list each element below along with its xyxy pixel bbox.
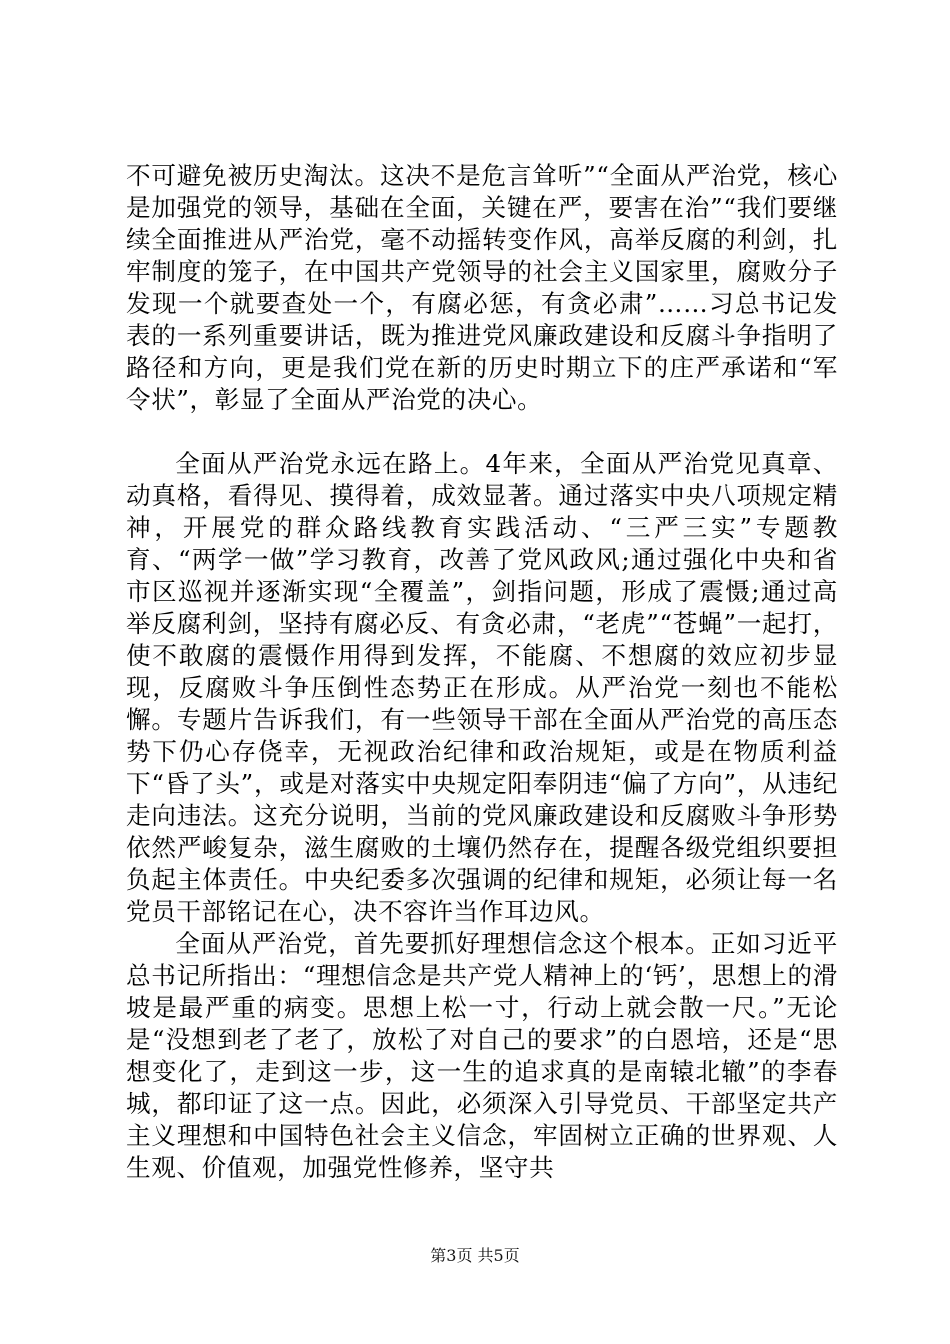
paragraph-ideals-beliefs: 全面从严治党，首先要抓好理想信念这个根本。正如习近平总书记所指出：“理想信念是共产党人精神上的‘钙’，思想上的滑坡是最严重的病变。思想上松一寸，行动上就会散一尺。”无论是“没想到老了老了，放松了对自己的要求”的白恩培，还是“思想变化了，走到这一步，这一生的追求真的是南辕北辙”的李春城，都印证了这一点。因此，必须深入引导党员、干部坚定共产主义理想和中国特色社会主义信念，牢固树立正确的世界观、人生观、价值观，加强党性修养，坚守共 (126, 929, 838, 1182)
page-number-footer: 第3页 共5页 (430, 1246, 520, 1265)
document-body (126, 160, 838, 1184)
paragraph-strict-governance: 全面从严治党永远在路上。4年来，全面从严治党见真章、动真格，看得见、摸得着，成效显著。通过落实中央八项规定精神，开展党的群众路线教育实践活动、“三严三实”专题教育、“两学一做”学习教育，改善了党风政风;通过强化中央和省市区巡视并逐渐实现“全覆盖”，剑指问题，形成了震慑;通过高举反腐利剑，坚持有腐必反、有贪必肃，“老虎”“苍蝇”一起打，使不敢腐的震慑作用得到发挥，不能腐、不想腐的效应初步显现，反腐败斗争压倒性态势正在形成。从严治党一刻也不能松懈。专题片告诉我们，有一些领导干部在全面从严治党的高压态势下仍心存侥幸，无视政治纪律和政治规矩，或是在物质利益下“昏了头”，或是对落实中央规定阳奉阴违“偏了方向”，从违纪走向违法。这充分说明，当前的党风廉政建设和反腐败斗争形势依然严峻复杂，滋生腐败的土壤仍然存在，提醒各级党组织要担负起主体责任。中央纪委多次强调的纪律和规矩，必须让每一名党员干部铭记在心，决不容许当作耳边风。 (126, 449, 838, 926)
paragraph-continued: 不可避免被历史淘汰。这决不是危言耸听”“全面从严治党，核心是加强党的领导，基础在全面，关键在严，要害在治”“我们要继续全面推进从严治党，毫不动摇转变作风，高举反腐的利剑，扎牢制度的笼子，在中国共产党领导的社会主义国家里，腐败分子发现一个就要查处一个，有腐必惩，有贪必肃”……习总书记发表的一系列重要讲话，既为推进党风廉政建设和反腐斗争指明了路径和方向，更是我们党在新的历史时期立下的庄严承诺和“军令状”，彰显了全面从严治党的决心。 (126, 161, 838, 414)
